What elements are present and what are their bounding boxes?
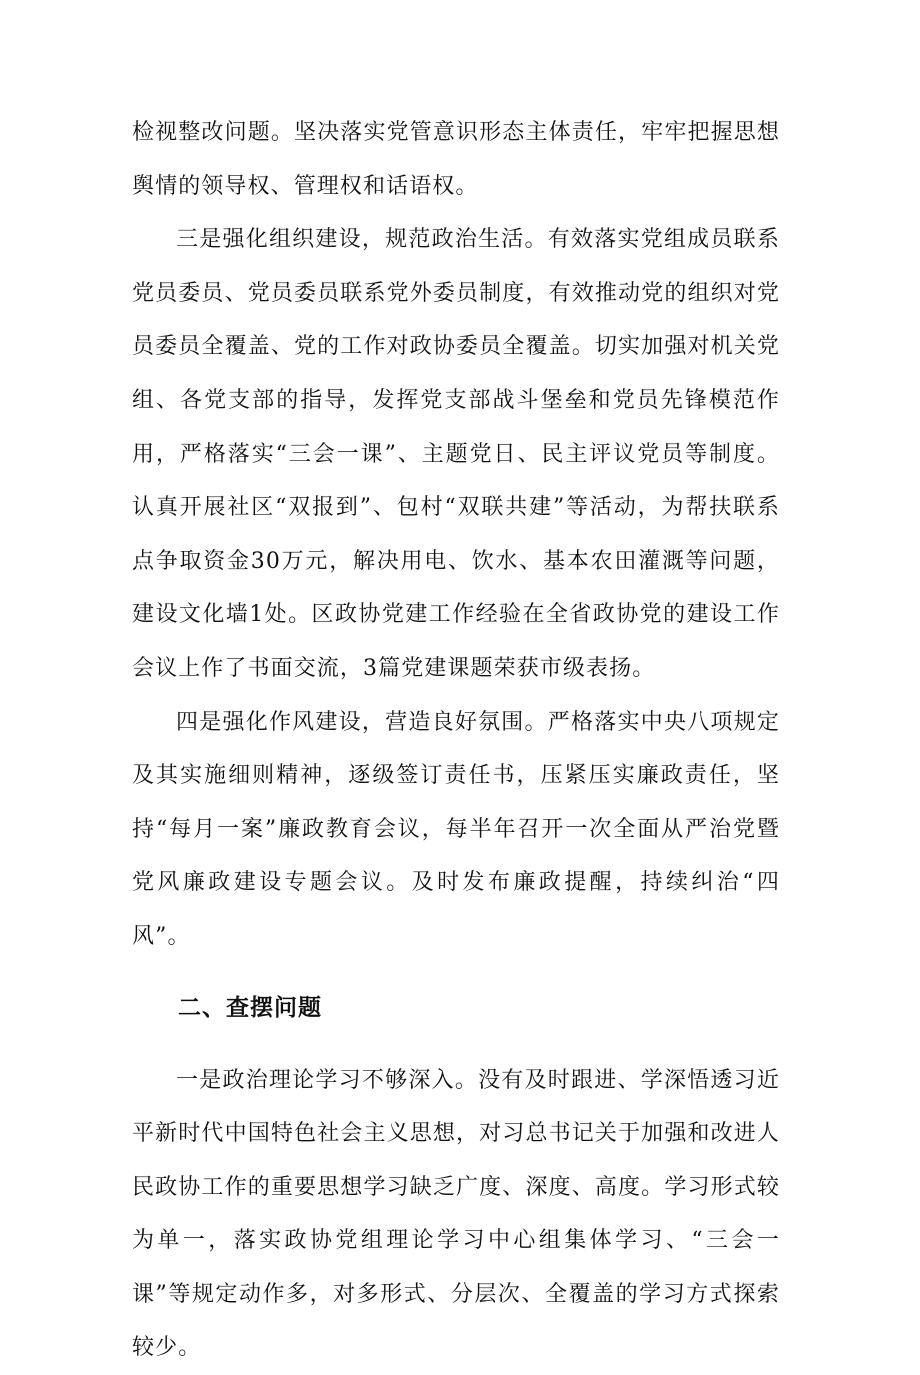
section-heading: 二、查摆问题 <box>132 988 780 1028</box>
document-page <box>132 106 780 1375</box>
paragraph-continued: 检视整改问题。坚决落实党管意识形态主体责任，牢牢把握思想舆情的领导权、管理权和话语权。 <box>132 106 780 213</box>
paragraph-theory-study-problem: 一是政治理论学习不够深入。没有及时跟进、学深悟透习近平新时代中国特色社会主义思想，对习总书记关于加强和改进人民政协工作的重要思想学习缺乏广度、深度、高度。学习形式较为单一，落实政协党组理论学习中心组集体学习、“三会一课”等规定动作多，对多形式、分层次、全覆盖的学习方式探索较少。 <box>132 1054 780 1375</box>
paragraph-organization-building: 三是强化组织建设，规范政治生活。有效落实党组成员联系党员委员、党员委员联系党外委员制度，有效推动党的组织对党员委员全覆盖、党的工作对政协委员全覆盖。切实加强对机关党组、各党支部的指导，发挥党支部战斗堡垒和党员先锋模范作用，严格落实“三会一课”、主题党日、民主评议党员等制度。认真开展社区“双报到”、包村“双联共建”等活动，为帮扶联系点争取资金30万元，解决用电、饮水、基本农田灌溉等问题，建设文化墙1处。区政协党建工作经验在全省政协党的建设工作会议上作了书面交流，3篇党建课题荣获市级表扬。 <box>132 213 780 695</box>
paragraph-style-building: 四是强化作风建设，营造良好氛围。严格落实中央八项规定及其实施细则精神，逐级签订责任书，压紧压实廉政责任，坚持“每月一案”廉政教育会议，每半年召开一次全面从严治党暨党风廉政建设专题会议。及时发布廉政提醒，持续纠治“四风”。 <box>132 696 780 964</box>
